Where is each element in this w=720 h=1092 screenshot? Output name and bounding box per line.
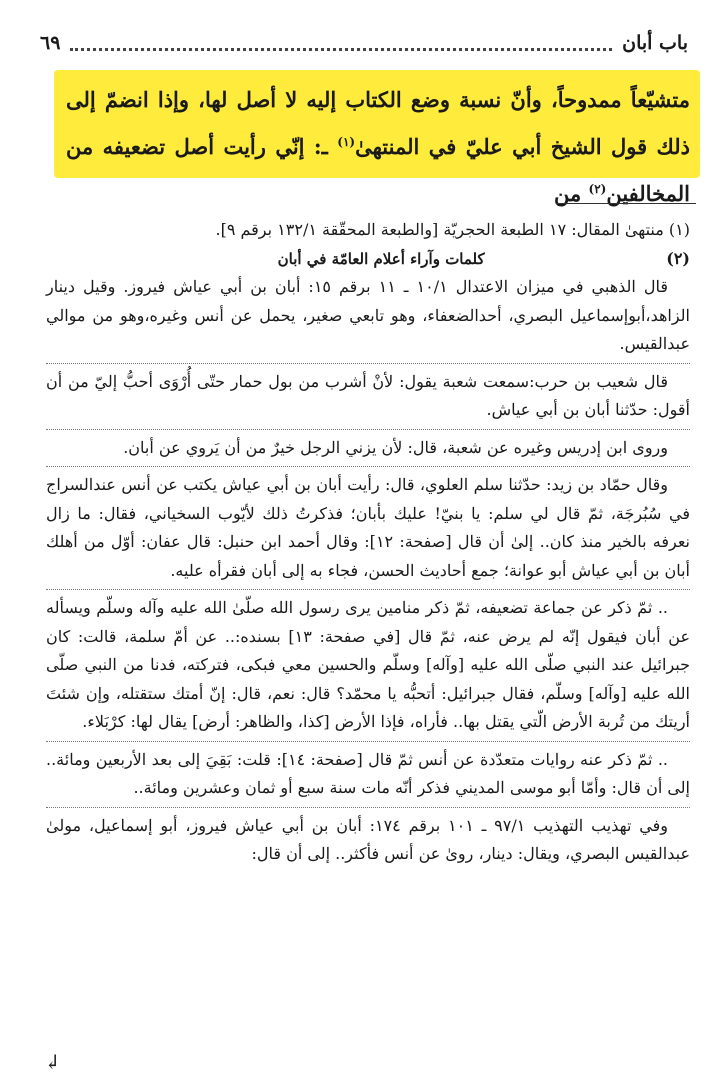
header-dot-leader — [70, 36, 612, 51]
paragraph-divider — [46, 466, 690, 467]
footnote-paragraph: قال الذهبي في ميزان الاعتدال ١٠/١ ـ ١١ برقم ١٥: أبان بن أبي عياش فيروز. وقيل دينار الزاهد،أبوإسماعيل البصري، أحدالضعفاء، وهو تابعي صغير، يحمل عن أنس وغيره،وهو من موالي عبدالقيس. — [46, 277, 690, 353]
paragraph-divider — [46, 429, 690, 430]
footnote-2-heading-row — [46, 245, 690, 274]
paragraph-divider — [46, 807, 690, 808]
paragraph-divider — [46, 363, 690, 364]
footnote-ref-1[interactable]: (١) — [337, 135, 356, 149]
footnote-separator — [556, 203, 696, 204]
chapter-title: باب أبان — [622, 32, 688, 54]
paragraph-divider — [46, 741, 690, 742]
page-number: ٦٩ — [40, 32, 61, 54]
paragraph-divider — [46, 589, 690, 590]
page-header — [40, 26, 688, 60]
highlighted-text-part3: من — [553, 181, 589, 206]
highlighted-text-part2: ـ: إنّي رأيت أصل تضعيفه من المخالفين — [66, 134, 690, 206]
footnote-ref-2[interactable]: (٢) — [588, 182, 607, 196]
footnote-paragraph: وفي تهذيب التهذيب ٩٧/١ ـ ١٠١ برقم ١٧٤: أبان بن أبي عياش فيروز، أبو إسماعيل، مولىٰ عبدالقيس البصري، ويقال: دينار، روىٰ عن أنس فأكثر.. إلى أن قال: — [46, 815, 690, 863]
footnote-paragraph: .. ثمّ ذكر عنه روايات متعدّدة عن أنس ثمّ قال [صفحة: ١٤]: قلت: بَقِيَ إلى بعد الأربعين ومائة.. إلى أن قال: وأمّا أبو موسى المديني فذكر أنّه مات سنة سبع أو ثمان وعشرين ومائة.. — [46, 749, 690, 797]
footnote-paragraph: وروى ابن إدريس وغيره عن شعبة، قال: لأن يزني الرجل خيرٌ من أن يَروي عن أبان. — [123, 437, 668, 457]
footnotes-section — [46, 216, 690, 869]
footnote-paragraph: .. ثمّ ذكر عن جماعة تضعيفه، ثمّ ذكر منامين يرى رسول الله صلّىٰ الله عليه وآله وسلّم ويسأله عن أبان فيقول إنّه لم يرض عنه، ثمّ قال [في صفحة: ١٣] بسنده:.. عن أمّ سلمة، قالت: كان جبرائيل عند النبي صلّى الله عليه [وآله] وسلّم والحسين معي فبكى، فتركته، فدنا من النبي صلّى الله عليه [وآله] وسلّم، فقال جبرائيل: أتحبُّه يا محمّد؟ قال: نعم، قال: إنّ أمتك ستقتله، وإن شئتَ أريتك من تُربة الأرض الّتي يقتل بها.. فأراه، فإذا الأرض [كذا، والظاهر: أرض] يقال لها: كرْبَلاء. — [46, 598, 690, 731]
continuation-arrow-icon: ↲ — [44, 1050, 61, 1074]
footnote-2-mark: (٢) — [666, 248, 690, 268]
highlighted-text-part1: متشيّعاً ممدوحاً، وأنّ نسبة وضع الكتاب إليه لا أصل لها، وإذا انضمّ إلى ذلك قول الشيخ أبي عليّ في المنتهىٰ — [66, 87, 691, 159]
footnote-2-heading: كلمات وآراء أعلام العامّة في أبان — [277, 249, 485, 268]
highlighted-passage[interactable] — [54, 70, 700, 206]
footnote-1: (١) منتهىٰ المقال: ١٧ الطبعة الحجريّة [والطبعة المحقّقة ١٣٢/١ برقم ٩]. — [215, 220, 690, 239]
footnote-paragraph: قال شعيب بن حرب:سمعت شعبة يقول: لأنْ أشرب من بول حمار حتّى أُرْوَى أحبُّ إليّ من أن أقول: حدّثنا أبان بن أبي عياش. — [46, 371, 690, 419]
footnote-paragraph: وقال حمّاد بن زيد: حدّثنا سلم العلوي، قال: رأيت أبان بن أبي عياش يكتب عن أنس عندالسراج في سُبُرجَة، ثمّ قال لي سلم: يا بنيّ! عليك بأبان؛ فذكرتُ ذلك لأيّوب السخياني، فقال: ما زال نعرفه بالخير منذ كان.. إلىٰ أن قال [صفحة: ١٢]: وقال أحمد ابن حنبل: قال عفان: أوّل من أهلك أبان بن أبي عياش أبو عوانة؛ جمع أحاديث الحسن، فجاء به إلى أبان فقرأه عليه. — [46, 475, 691, 580]
